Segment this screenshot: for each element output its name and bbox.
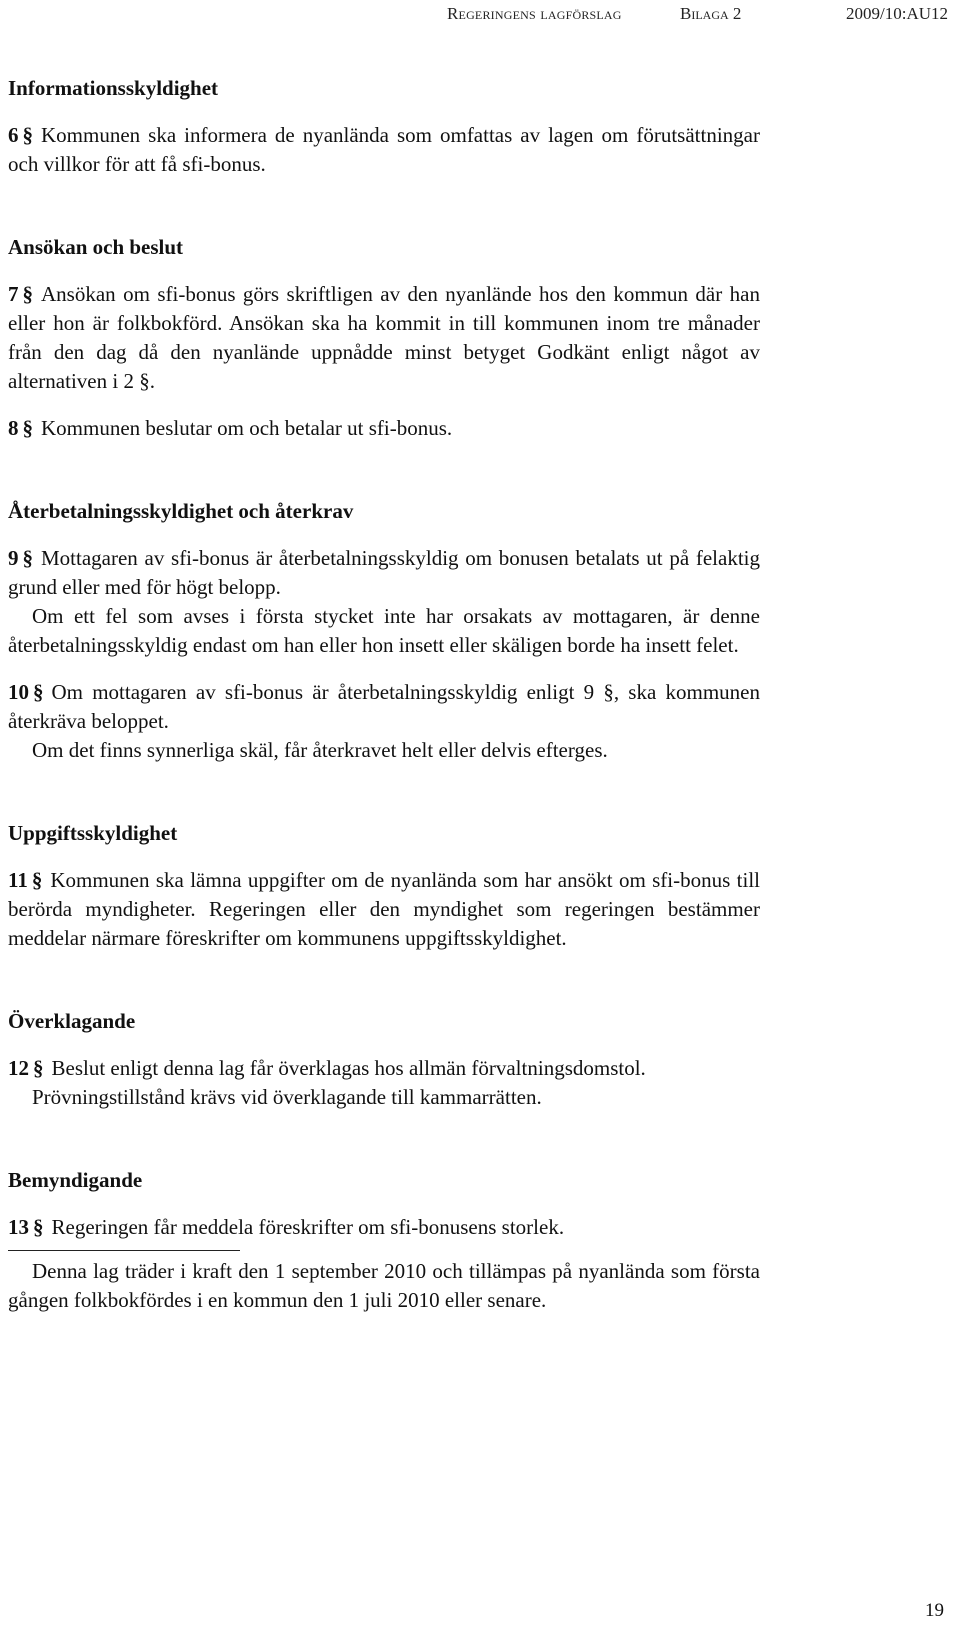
paragraph-11 <box>8 866 760 953</box>
section-sign: § <box>33 1215 44 1239</box>
heading-uppgiftsskyldighet: Uppgiftsskyldighet <box>8 821 178 845</box>
paragraph-13 <box>8 1213 760 1242</box>
heading-bemyndigande: Bemyndigande <box>8 1168 143 1192</box>
header-appendix: Bilaga 2 <box>680 4 742 23</box>
paragraph-text: Kommunen ska lämna uppgifter om de nyanlända som har ansökt om sfi-bonus till berörda myndigheter. Regeringen eller den myndighet som regeringen bestämmer meddelar närmare föreskrifter om kommunens uppgiftsskyldighet. <box>8 868 760 950</box>
heading-aterbetalningsskyldighet: Återbetalningsskyldighet och återkrav <box>8 499 354 523</box>
running-header <box>0 2 960 28</box>
paragraph-text: Ansökan om sfi-bonus görs skriftligen av den nyanlände hos den kommun där han eller hon är folkbokförd. Ansökan ska ha kommit in till kommunen inom tre månader från den dag då den nyanlände uppnådde minst betyget Godkänt enligt något av alternativen i 2 §. <box>8 282 760 393</box>
header-document-number: 2009/10:AU12 <box>846 4 948 23</box>
paragraph-text: Beslut enligt denna lag får överklagas hos allmän förvaltningsdomstol. <box>51 1056 646 1080</box>
paragraph-number: 8 <box>8 416 19 440</box>
heading-informationsskyldighet: Informationsskyldighet <box>8 76 219 100</box>
paragraph-text: Kommunen beslutar om och betalar ut sfi-bonus. <box>41 416 453 440</box>
paragraph-number: 11 <box>8 868 28 892</box>
transition-provision: Denna lag träder i kraft den 1 september 2010 och tillämpas på nyanlända som första gången folkbokfördes i en kommun den 1 juli 2010 eller senare. <box>8 1259 760 1312</box>
section-sign: § <box>22 282 33 306</box>
paragraph-number: 13 <box>8 1215 29 1239</box>
section-sign: § <box>33 680 44 704</box>
paragraph-9-second-stycke: Om ett fel som avses i första stycket inte har orsakats av mottagaren, är denne återbetalningsskyldig endast om han eller hon insett eller skäligen borde ha insett felet. <box>8 604 760 657</box>
paragraph-number: 9 <box>8 546 19 570</box>
section-sign: § <box>31 868 43 892</box>
transition-rule-divider <box>8 1250 240 1251</box>
document-body <box>8 74 760 1315</box>
section-sign: § <box>33 1056 44 1080</box>
paragraph-7 <box>8 280 760 396</box>
paragraph-9 <box>8 544 760 602</box>
section-sign: § <box>22 123 33 147</box>
heading-ansokan-och-beslut: Ansökan och beslut <box>8 235 184 259</box>
paragraph-number: 6 <box>8 123 19 147</box>
paragraph-8 <box>8 414 760 443</box>
paragraph-text: Regeringen får meddela föreskrifter om sfi-bonusens storlek. <box>51 1215 565 1239</box>
heading-overklagande: Överklagande <box>8 1009 136 1033</box>
section-sign: § <box>22 546 33 570</box>
paragraph-number: 10 <box>8 680 29 704</box>
paragraph-text: Kommunen ska informera de nyanlända som omfattas av lagen om förutsättningar och villkor för att få sfi-bonus. <box>8 123 760 176</box>
paragraph-text: Mottagaren av sfi-bonus är återbetalningsskyldig om bonusen betalats ut på felaktig grund eller med för högt belopp. <box>8 546 760 599</box>
page-number: 19 <box>925 1600 944 1621</box>
paragraph-number: 7 <box>8 282 19 306</box>
paragraph-12-second-stycke: Prövningstillstånd krävs vid överklagande till kammarrätten. <box>32 1085 542 1109</box>
paragraph-6 <box>8 121 760 179</box>
paragraph-10-second-stycke: Om det finns synnerliga skäl, får återkravet helt eller delvis efterges. <box>32 738 608 762</box>
header-title: Regeringens lagförslag <box>447 4 622 23</box>
paragraph-number: 12 <box>8 1056 29 1080</box>
paragraph-12 <box>8 1054 760 1083</box>
paragraph-text: Om mottagaren av sfi-bonus är återbetalningsskyldig enligt 9 §, ska kommunen återkräva beloppet. <box>8 680 760 733</box>
paragraph-10 <box>8 678 760 736</box>
section-sign: § <box>22 416 33 440</box>
